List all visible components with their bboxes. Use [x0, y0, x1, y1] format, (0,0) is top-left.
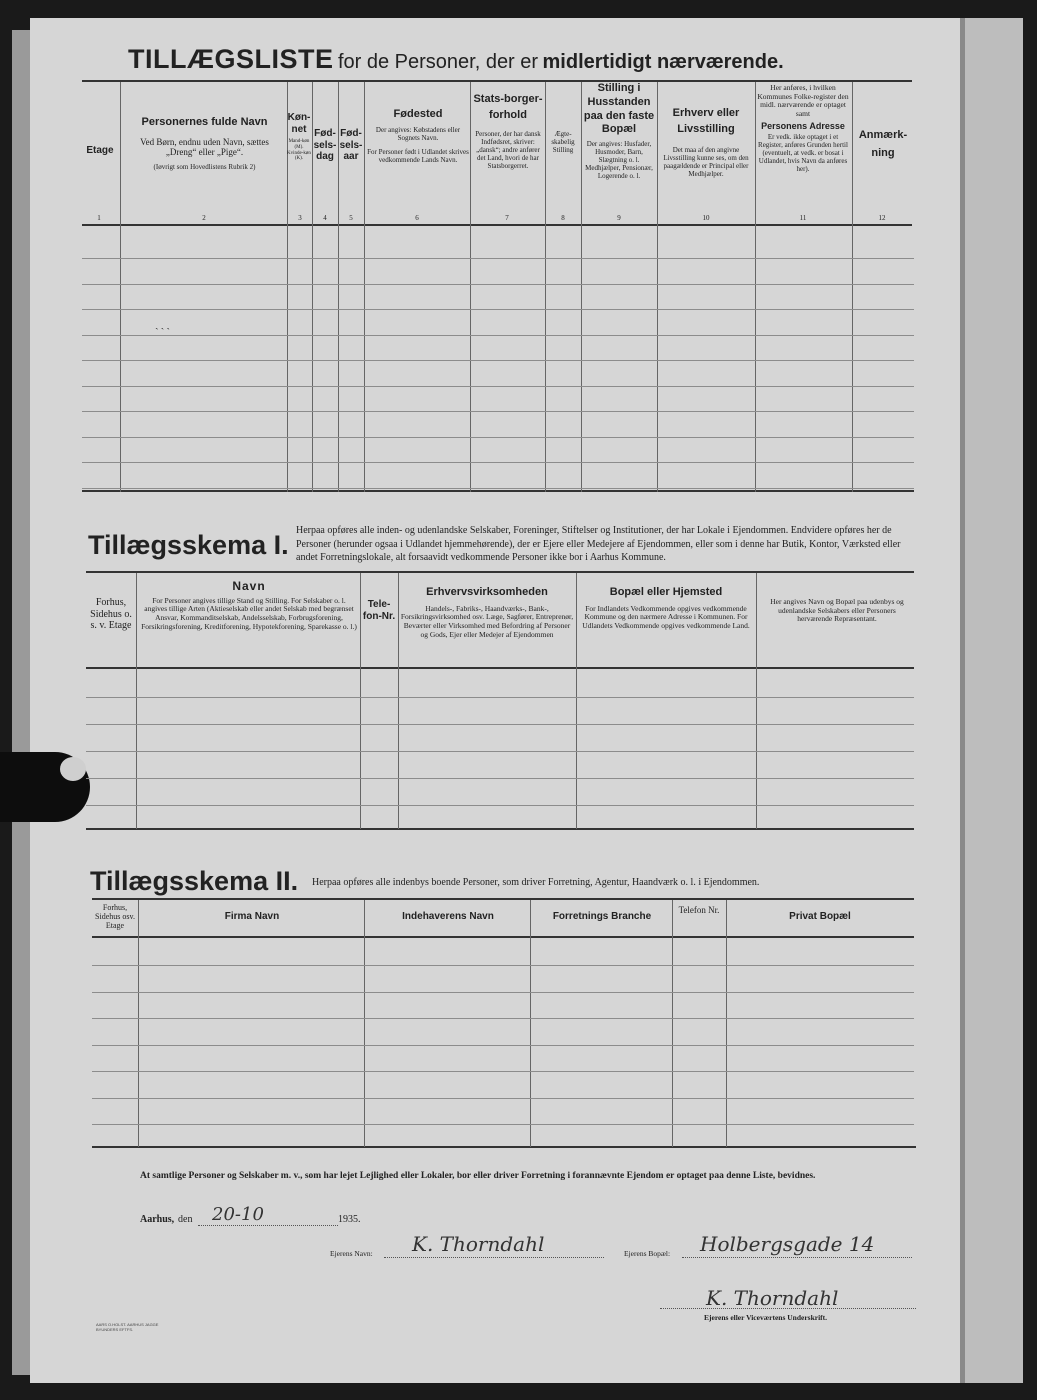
col-household-header: [582, 82, 656, 180]
s1-col-residence-header: [578, 586, 754, 631]
s1-col-etage: Forhus, Sidehus o. s. v. Etage: [90, 597, 132, 631]
col-address-head: Personens Adresse: [761, 120, 845, 131]
s1-col-business-head: Erhvervsvirksomheden: [426, 586, 548, 598]
s1-col-business-sub: Handels-, Fabriks-, Haandværks-, Bank-, Forsikringsvirksomhed osv. Læge, Sagfører, Entreprenør, Beværter eller Virksomhed med Befordring af Personer og Gods, Ejer eller Medejer af Ejendommen: [400, 603, 574, 639]
s2-column-divider-4: [726, 900, 727, 1147]
list-column-number: 10: [702, 214, 710, 222]
list-header-rule: [82, 224, 912, 226]
col-birthplace-sub: Der angives: Købstadens eller Sognets Navn.: [375, 125, 461, 142]
list-pencil-mark: ˎˎˎ: [155, 318, 172, 330]
footer-place: Aarhus,: [140, 1214, 175, 1225]
s2-row-rule-1: [92, 992, 914, 993]
s1-column-divider-2: [398, 573, 399, 829]
date-line: [198, 1225, 338, 1226]
col-sex-header: [287, 112, 311, 162]
list-column-number: 8: [561, 214, 565, 222]
list-row-rule-4: [82, 360, 914, 361]
s2-column-divider-3: [672, 900, 673, 1147]
s1-row-rule-0: [86, 697, 914, 698]
col-citizenship-head: Stats-borger-forhold: [473, 93, 543, 121]
s1-col-name-head: Navn: [232, 579, 266, 593]
list-column-number: 12: [878, 214, 886, 222]
list-column-number: 5: [349, 214, 353, 222]
page-title: [128, 44, 888, 78]
schema1-header-rule: [86, 667, 914, 669]
s2-col-branch: Forretnings Branche: [552, 911, 652, 922]
s1-row-rule-1: [86, 724, 914, 725]
col-household-head: Stilling i Husstanden paa den faste Bopæl: [583, 82, 655, 136]
owner-name-line: [384, 1257, 604, 1258]
list-row-rule-1: [82, 284, 914, 285]
footer-den: den: [178, 1214, 193, 1225]
s2-col-phone: Telefon Nr.: [678, 905, 720, 915]
s2-col-address: Privat Bopæl: [789, 911, 851, 922]
list-row-rule-5: [82, 386, 914, 387]
s1-col-phone: Tele-fon-Nr.: [362, 599, 396, 622]
s1-column-divider-3: [576, 573, 577, 829]
schema2-text: Herpaa opføres alle indenbys boende Personer, som driver Forretning, Agentur, Haandværk o. l. i Ejendommen.: [312, 877, 760, 888]
s1-col-residence-sub: For Indlandets Vedkommende opgives vedkommende Kommune og den nærmere Adresse i Kommunen. For Udlandets Vedkommende opgives vedkommende Land.: [582, 603, 750, 630]
col-sex-head: Køn-net: [287, 112, 311, 135]
s2-col-firm: Firma Navn: [224, 911, 280, 922]
schema2-header-rule: [92, 936, 914, 938]
list-bottom-rule: [82, 490, 914, 492]
list-row-rule-2: [82, 309, 914, 310]
list-top-rule: [82, 80, 912, 82]
col-birthplace-note: For Personer født i Udlandet skrives vedkommende Lands Navn.: [367, 147, 469, 164]
col-address-header: [756, 84, 850, 173]
col-sex-sub: Mand-køn (M). Kvinde-køn (K).: [287, 139, 311, 162]
col-household-sub: Der angives: Husfader, Husmoder, Barn, Slægtning o. l. Medhjælper, Pensionær, Logerende o. l.: [585, 140, 653, 181]
s2-col-owner: Indehaverens Navn: [402, 911, 494, 922]
list-column-number: 1: [97, 214, 101, 222]
thumb-nail: [60, 757, 86, 781]
col-name-head: Personernes fulde Navn: [141, 116, 268, 128]
s1-row-rule-4: [86, 805, 914, 806]
col-birthyear-head: Fød-sels-aar: [339, 128, 363, 162]
list-column-number: 11: [799, 214, 807, 222]
col-citizenship-header: [472, 92, 544, 170]
printer-mark: AARS O.HOLST. AARHUS JAGGE BYUNDERS EFTFS.: [96, 1322, 159, 1332]
footer-date: 20-10: [212, 1204, 264, 1225]
s2-row-rule-4: [92, 1071, 914, 1072]
s2-row-rule-3: [92, 1045, 914, 1046]
col-occupation-head: Erhverv eller Livsstilling: [672, 107, 740, 135]
list-row-rule-7: [82, 437, 914, 438]
schema1-top-rule: [86, 571, 914, 573]
s1-col-name-header: [140, 580, 358, 631]
s2-row-rule-2: [92, 1018, 914, 1019]
s1-col-business-header: [400, 586, 574, 639]
s2-column-divider-1: [364, 900, 365, 1147]
col-occupation-header: [658, 106, 754, 178]
schema1-bottom-rule: [86, 828, 914, 830]
col-birthplace-header: [366, 108, 470, 164]
s1-col-residence-head: Bopæl eller Hjemsted: [609, 586, 723, 598]
s1-col-name-sub: For Personer angives tillige Stand og Stilling. For Selskaber o. l. angives tillige Arten (Aktieselskab eller andet Selskab med begrænset Ansvar, Kommanditselskab, Andelsselskab, Forbrugsforening, Forsikringsforening, Kreditforening, Hypotekforening, Sparekasse o. l.): [141, 595, 357, 631]
s2-row-rule-6: [92, 1124, 914, 1125]
s1-column-divider-4: [756, 573, 757, 829]
owner-address-label: Ejerens Bopæl:: [624, 1249, 671, 1258]
footer-year: 1935.: [338, 1214, 361, 1225]
signature-label: Ejerens eller Viceværtens Underskrift.: [704, 1313, 828, 1322]
s1-col-representative: Her angives Navn og Bopæl paa udenbys og udenlandske Selskabers eller Personers herværende Repræsentant.: [770, 597, 904, 624]
list-row-rule-9: [82, 488, 914, 489]
title-middle: for de Personer, der er: [337, 51, 539, 73]
list-column-divider-10: [852, 82, 853, 492]
s2-column-divider-0: [138, 900, 139, 1147]
list-column-divider-0: [120, 82, 121, 492]
schema1-title: Tillægsskema I.: [88, 530, 289, 560]
s1-column-divider-1: [360, 573, 361, 829]
col-marital-head: Ægte-skabelig Stilling: [551, 130, 575, 155]
s2-row-rule-0: [92, 965, 914, 966]
col-etage-head: Etage: [86, 145, 114, 156]
col-citizenship-sub: Personer, der har dansk Indfødsret, skriver: „dansk“; andre anfører det Land, hvori de har Statsborgerret.: [475, 129, 541, 171]
list-column-divider-4: [364, 82, 365, 492]
col-occupation-sub: Det maa af den angivne Livsstilling kunne ses, om den paagældende er Principal eller Medhjælper.: [663, 145, 749, 179]
list-column-number: 2: [202, 214, 206, 222]
col-address-sub: Er vedk. ikke optaget i et Register, anføres Grunden hertil (eventuelt, at vedk. er bosat i Udlandet, hvis Navn da anføres her).: [758, 132, 848, 174]
list-column-divider-5: [470, 82, 471, 492]
list-row-rule-3: [82, 335, 914, 336]
col-name-note: (Iøvrigt som Hovedlistens Rubrik 2): [153, 163, 256, 172]
title-bold: TILLÆGSLISTE: [128, 44, 334, 74]
s2-col-etage: Forhus, Sidehus osv. Etage: [95, 903, 135, 931]
col-birthday-head: Fød-sels-dag: [313, 128, 337, 162]
schema1-text: Herpaa opføres alle inden- og udenlandske Selskaber, Foreninger, Stiftelser og Institutioner, der har Lokale i Ejendommen. Endvidere opføres her de Personer (herunder ogsaa i Udlandet hjemmehørende), der er Ejere eller Medejere af Ejendommen, eller som i denne har Butik, Kontor, Værksted eller andet Forretningslokale, alt forsaavidt vedkommende Personer ikke bor i Aarhus Kommune.: [296, 525, 901, 563]
list-row-rule-8: [82, 462, 914, 463]
list-column-number: 6: [415, 214, 419, 222]
s1-column-divider-0: [136, 573, 137, 829]
list-column-number: 9: [617, 214, 621, 222]
col-name-header: [122, 116, 287, 171]
schema2-title: Tillægsskema II.: [90, 866, 299, 896]
list-column-number: 3: [298, 214, 302, 222]
owner-address: Holbergsgade 14: [700, 1232, 875, 1256]
list-row-rule-6: [82, 411, 914, 412]
owner-address-line: [682, 1257, 912, 1258]
owner-name: K. Thorndahl: [412, 1232, 545, 1256]
col-remarks-head: Anmærk-ning: [858, 129, 908, 159]
right-page-edge: [965, 18, 1023, 1383]
col-name-sub: Ved Børn, endnu uden Navn, sættes „Dreng“ eller „Pige“.: [140, 136, 269, 157]
s1-row-rule-2: [86, 751, 914, 752]
col-address-pre: Her anføres, i hvilken Kommunes Folke-register den midl. nærværende er optaget samt: [757, 83, 849, 118]
schema2-bottom-rule: [92, 1146, 916, 1148]
title-end: midlertidigt nærværende.: [542, 51, 784, 73]
list-column-number: 4: [323, 214, 327, 222]
col-birthplace-head: Fødested: [393, 108, 443, 120]
footer-statement: At samtlige Personer og Selskaber m. v., som har lejet Lejlighed eller Lokaler, bor eller driver Forretning i forannævnte Ejendom er optaget paa denne Liste, bevidnes.: [140, 1171, 816, 1181]
list-column-number: 7: [505, 214, 509, 222]
schema2-top-rule: [92, 898, 914, 900]
list-row-rule-0: [82, 258, 914, 259]
s2-row-rule-5: [92, 1098, 914, 1099]
s2-column-divider-2: [530, 900, 531, 1147]
s1-row-rule-3: [86, 778, 914, 779]
signature: K. Thorndahl: [706, 1286, 839, 1310]
owner-name-label: Ejerens Navn:: [330, 1249, 373, 1258]
